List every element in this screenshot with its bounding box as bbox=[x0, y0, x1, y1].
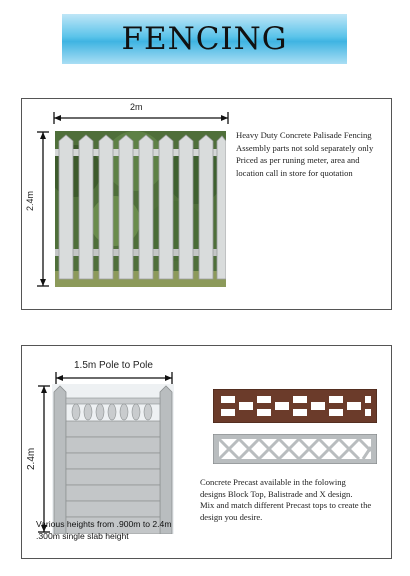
description-line: design you desire. bbox=[200, 511, 263, 522]
x-design-precast-image bbox=[213, 434, 377, 464]
height-dimension-arrow bbox=[36, 130, 50, 288]
page-title: FENCING bbox=[121, 21, 288, 57]
description-line: Heavy Duty Concrete Palisade Fencing bbox=[236, 130, 372, 140]
description-line: Assembly parts not sold separately only bbox=[236, 142, 374, 153]
description-line: designs Block Top, Balistrade and X design. bbox=[200, 488, 353, 499]
palisade-panel bbox=[21, 98, 392, 310]
caption-line: Various heights from .900m to 2.4m bbox=[36, 519, 172, 529]
block-top-precast-image bbox=[213, 389, 377, 423]
slab-panel bbox=[21, 345, 392, 559]
description-line: Concrete Precast available in the folowing bbox=[200, 477, 346, 487]
precast-tops-description bbox=[200, 477, 371, 523]
description-line: Mix and match different Precast tops to create the bbox=[200, 500, 372, 510]
width-label: 2m bbox=[130, 102, 143, 112]
palisade-fence-photo bbox=[55, 131, 226, 287]
pole-width-label: 1.5m Pole to Pole bbox=[74, 360, 153, 371]
height-label: 2.4m bbox=[25, 190, 35, 211]
title-banner bbox=[62, 14, 347, 64]
palisade-description bbox=[236, 129, 373, 179]
caption-line: .300m single slab height bbox=[36, 531, 129, 541]
slab-caption bbox=[36, 518, 172, 542]
pole-width-arrow bbox=[54, 372, 174, 384]
width-dimension-arrow bbox=[52, 111, 230, 125]
description-line: location call in store for quotation bbox=[236, 167, 353, 178]
slab-height-label: 2.4m bbox=[26, 447, 37, 470]
slab-fence-photo bbox=[52, 384, 174, 534]
slab-height-arrow bbox=[37, 384, 51, 534]
description-line: Priced as per runing meter, area and bbox=[236, 155, 360, 165]
